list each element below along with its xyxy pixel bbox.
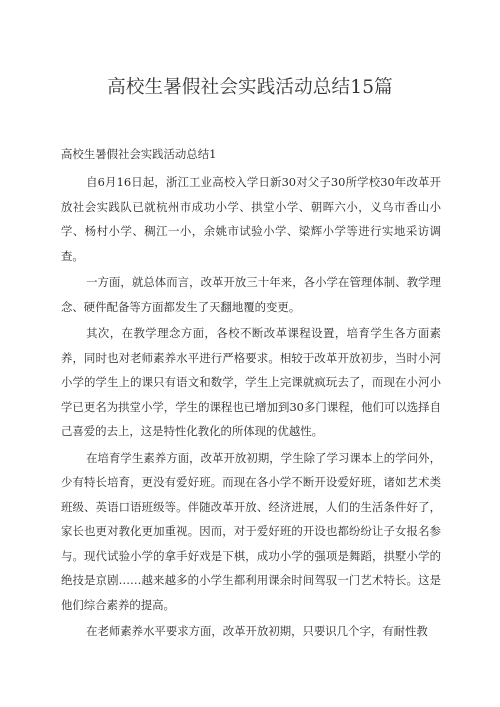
paragraph-1: 自6月16日起，浙江工业高校入学日新30对父子30所学校30年改革开放社会实践队已就杭州市成功小学、拱堂小学、朝晖六小，义乌市香山小学、杨村小学、稠江一小，余姚市试验小学、梁辉小学等进行实地采访调查。: [61, 175, 441, 263]
paragraph-2: 一方面，就总体而言，改革开放三十年来，各小学在管理体制、教学理念、硬件配备等方面都发生了天翻地覆的变更。: [61, 275, 441, 314]
paragraph-5: 在老师素养水平要求方面，改革开放初期，只要识几个字，有耐性教: [86, 624, 428, 638]
section-title: 高校生暑假社会实践活动总结1: [61, 147, 217, 161]
paragraph-3: 其次，在教学理念方面，各校不断改革课程设置，培育学生各方面素养，同时也对老师素养水平进行严格要求。相较于改革开放初步，当时小河小学的学生上的课只有语文和数学，学生上完课就疯玩去了，而现在小河小学已更名为拱堂小学，学生的课程也已增加到30多门课程，他们可以选择自己喜爱的去上，这是特性化教化的所体现的优越性。: [61, 326, 441, 438]
paragraph-4: 在培育学生素养方面，改革开放初期，学生除了学习课本上的学问外，少有特长培育，更没有爱好班。而现在各小学不断开设爱好班，诸如艺术类班级、英语口语班级等。伴随改革开放、经济进展，人们的生活条件好了，家长也更对教化更加重视。因而，对于爱好班的开设也都纷纷让子女报名参与。现代试验小学的拿手好戏是下棋，成功小学的强项是舞蹈，拱墅小学的绝技是京剧……越来越多的小学生都利用课余时间驾驭一门艺术特长。这是他们综合素养的提高。: [61, 450, 441, 612]
document-title: 高校生暑假社会实践活动总结15篇: [107, 77, 393, 98]
document-body: [61, 144, 441, 644]
